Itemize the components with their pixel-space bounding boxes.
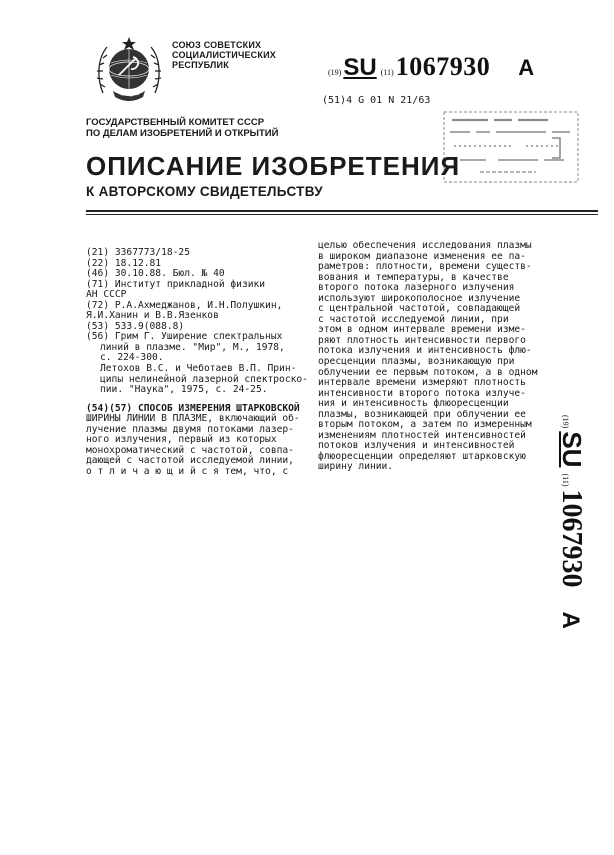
header-divider (86, 210, 598, 212)
biblio-line: (71) Институт прикладной физики (86, 278, 266, 290)
claim-line: флюоресценции определяют штарковскую (318, 450, 526, 462)
claim-line: с частотой исследуемой линии, при (318, 313, 509, 325)
biblio-line: (46) 30.10.88. Бюл. № 40 (86, 268, 225, 280)
claim-line: ния и интенсивность флюоресценции (318, 398, 509, 410)
biblio-line: (22) 18.12.81 (86, 257, 162, 269)
biblio-line: с. 224-300. (100, 352, 164, 364)
abstract-line: дающей с частотой исследуемой линии, (86, 455, 294, 467)
country-line: РЕСПУБЛИК (172, 60, 229, 70)
biblio-line: АН СССР (86, 289, 127, 301)
country-line: СОЮЗ СОВЕТСКИХ (172, 40, 262, 50)
claim-line: в широком диапазоне изменения ее па- (318, 250, 526, 262)
country-line: СОЦИАЛИСТИЧЕСКИХ (172, 50, 276, 60)
biblio-line: линий в плазме. "Мир", М., 1978, (100, 341, 285, 353)
biblio-line: (21) 3367773/18-25 (86, 247, 190, 258)
document-title: ОПИСАНИЕ ИЗОБРЕТЕНИЯ (86, 151, 461, 181)
claim-line: плазмы, возникающей при облучении ее (318, 408, 526, 420)
abstract-line: ного излучения, первый из которых (86, 434, 277, 446)
patent-number: 1067930 (395, 52, 491, 81)
claim-line: ряют плотность интенсивности первого (318, 334, 526, 346)
side-patent-number-text: 1067930 (556, 489, 587, 588)
abstract-line: (54)(57) СПОСОБ ИЗМЕРЕНИЯ ШТАРКОВСКОЙ (86, 402, 300, 414)
claim-line: облучении ее первым потоком, а в одном (318, 366, 538, 378)
claim-line: вования и температуры, в качестве (318, 271, 509, 283)
claim-line: оресценции плазмы, возникающую при (318, 356, 515, 368)
ipc-classification: (51)4 G 01 N 21/63 (322, 95, 431, 106)
claim-line: второго потока лазерного излучения (318, 282, 515, 294)
claim-line: используют широкополосное излучение (318, 292, 521, 304)
header-divider-thin (86, 214, 598, 215)
claim-line: раметров: плотности, времени существ- (318, 261, 532, 273)
claim-line: интенсивности второго потока излуче- (318, 387, 526, 399)
claim-line: с центральной частотой, совпадающей (318, 303, 521, 315)
abstract-line: о т л и ч а ю щ и й с я тем, что, с (86, 465, 289, 477)
claim-line: целью обеспечения исследования плазмы (318, 240, 532, 251)
claim-line: изменениям плотностей интенсивностей (318, 429, 526, 441)
biblio-line: Я.И.Ханин и В.В.Язенков (86, 310, 219, 322)
document-subtitle: К АВТОРСКОМУ СВИДЕТЕЛЬСТВУ (86, 184, 323, 199)
reference-line: Летохов В.С. и Чеботаев В.П. Прин- (100, 363, 297, 375)
biblio-line: (56) Грим Г. Уширение спектральных (86, 331, 283, 343)
reference-line: ципы нелинейной лазерной спектроско- (100, 373, 308, 385)
library-stamp-icon (440, 108, 582, 186)
right-column (318, 241, 548, 473)
side-kind-code: A (557, 611, 584, 629)
side-inid-code-11: (11) (561, 473, 570, 487)
claim-line: интервале времени измеряют плотность (318, 377, 526, 389)
patent-number-header (328, 52, 534, 82)
side-country-code: SU (557, 431, 587, 468)
committee-name (86, 117, 278, 139)
claim-line: потока излучения и интенсивность флю- (318, 345, 532, 357)
left-column (86, 248, 312, 477)
abstract-line: лучение плазмы двумя потоками лазер- (86, 423, 294, 435)
biblio-line: (53) 533.9(088.8) (86, 320, 185, 332)
inid-code-11: (11) (380, 68, 394, 77)
inid-code-19: (19) (328, 68, 342, 77)
side-patent-number (553, 415, 593, 675)
ussr-emblem-icon (95, 35, 163, 107)
abstract-line: монохроматический с частотой, совпа- (86, 444, 294, 456)
claim-line: этом в одном интервале времени изме- (318, 324, 526, 336)
country-name (172, 40, 276, 70)
claim-line: вторым потоком, а затем по измеренным (318, 419, 532, 431)
committee-line: ПО ДЕЛАМ ИЗОБРЕТЕНИЙ И ОТКРЫТИЙ (86, 128, 279, 139)
biblio-line: (72) Р.А.Ахмеджанов, И.Н.Полушкин, (86, 299, 283, 311)
committee-line: ГОСУДАРСТВЕННЫЙ КОМИТЕТ СССР (86, 117, 265, 128)
kind-code: A (518, 55, 535, 80)
claim-line: потоков излучения и интенсивностей (318, 440, 515, 452)
claim-line: ширину линии. (318, 461, 394, 473)
abstract-line: ШИРИНЫ ЛИНИИ В ПЛАЗМЕ, включающий об- (86, 413, 300, 425)
side-inid-code-19: (19) (561, 415, 570, 429)
reference-line: пии. "Наука", 1975, с. 24-25. (100, 384, 268, 396)
country-code: SU (343, 54, 377, 81)
